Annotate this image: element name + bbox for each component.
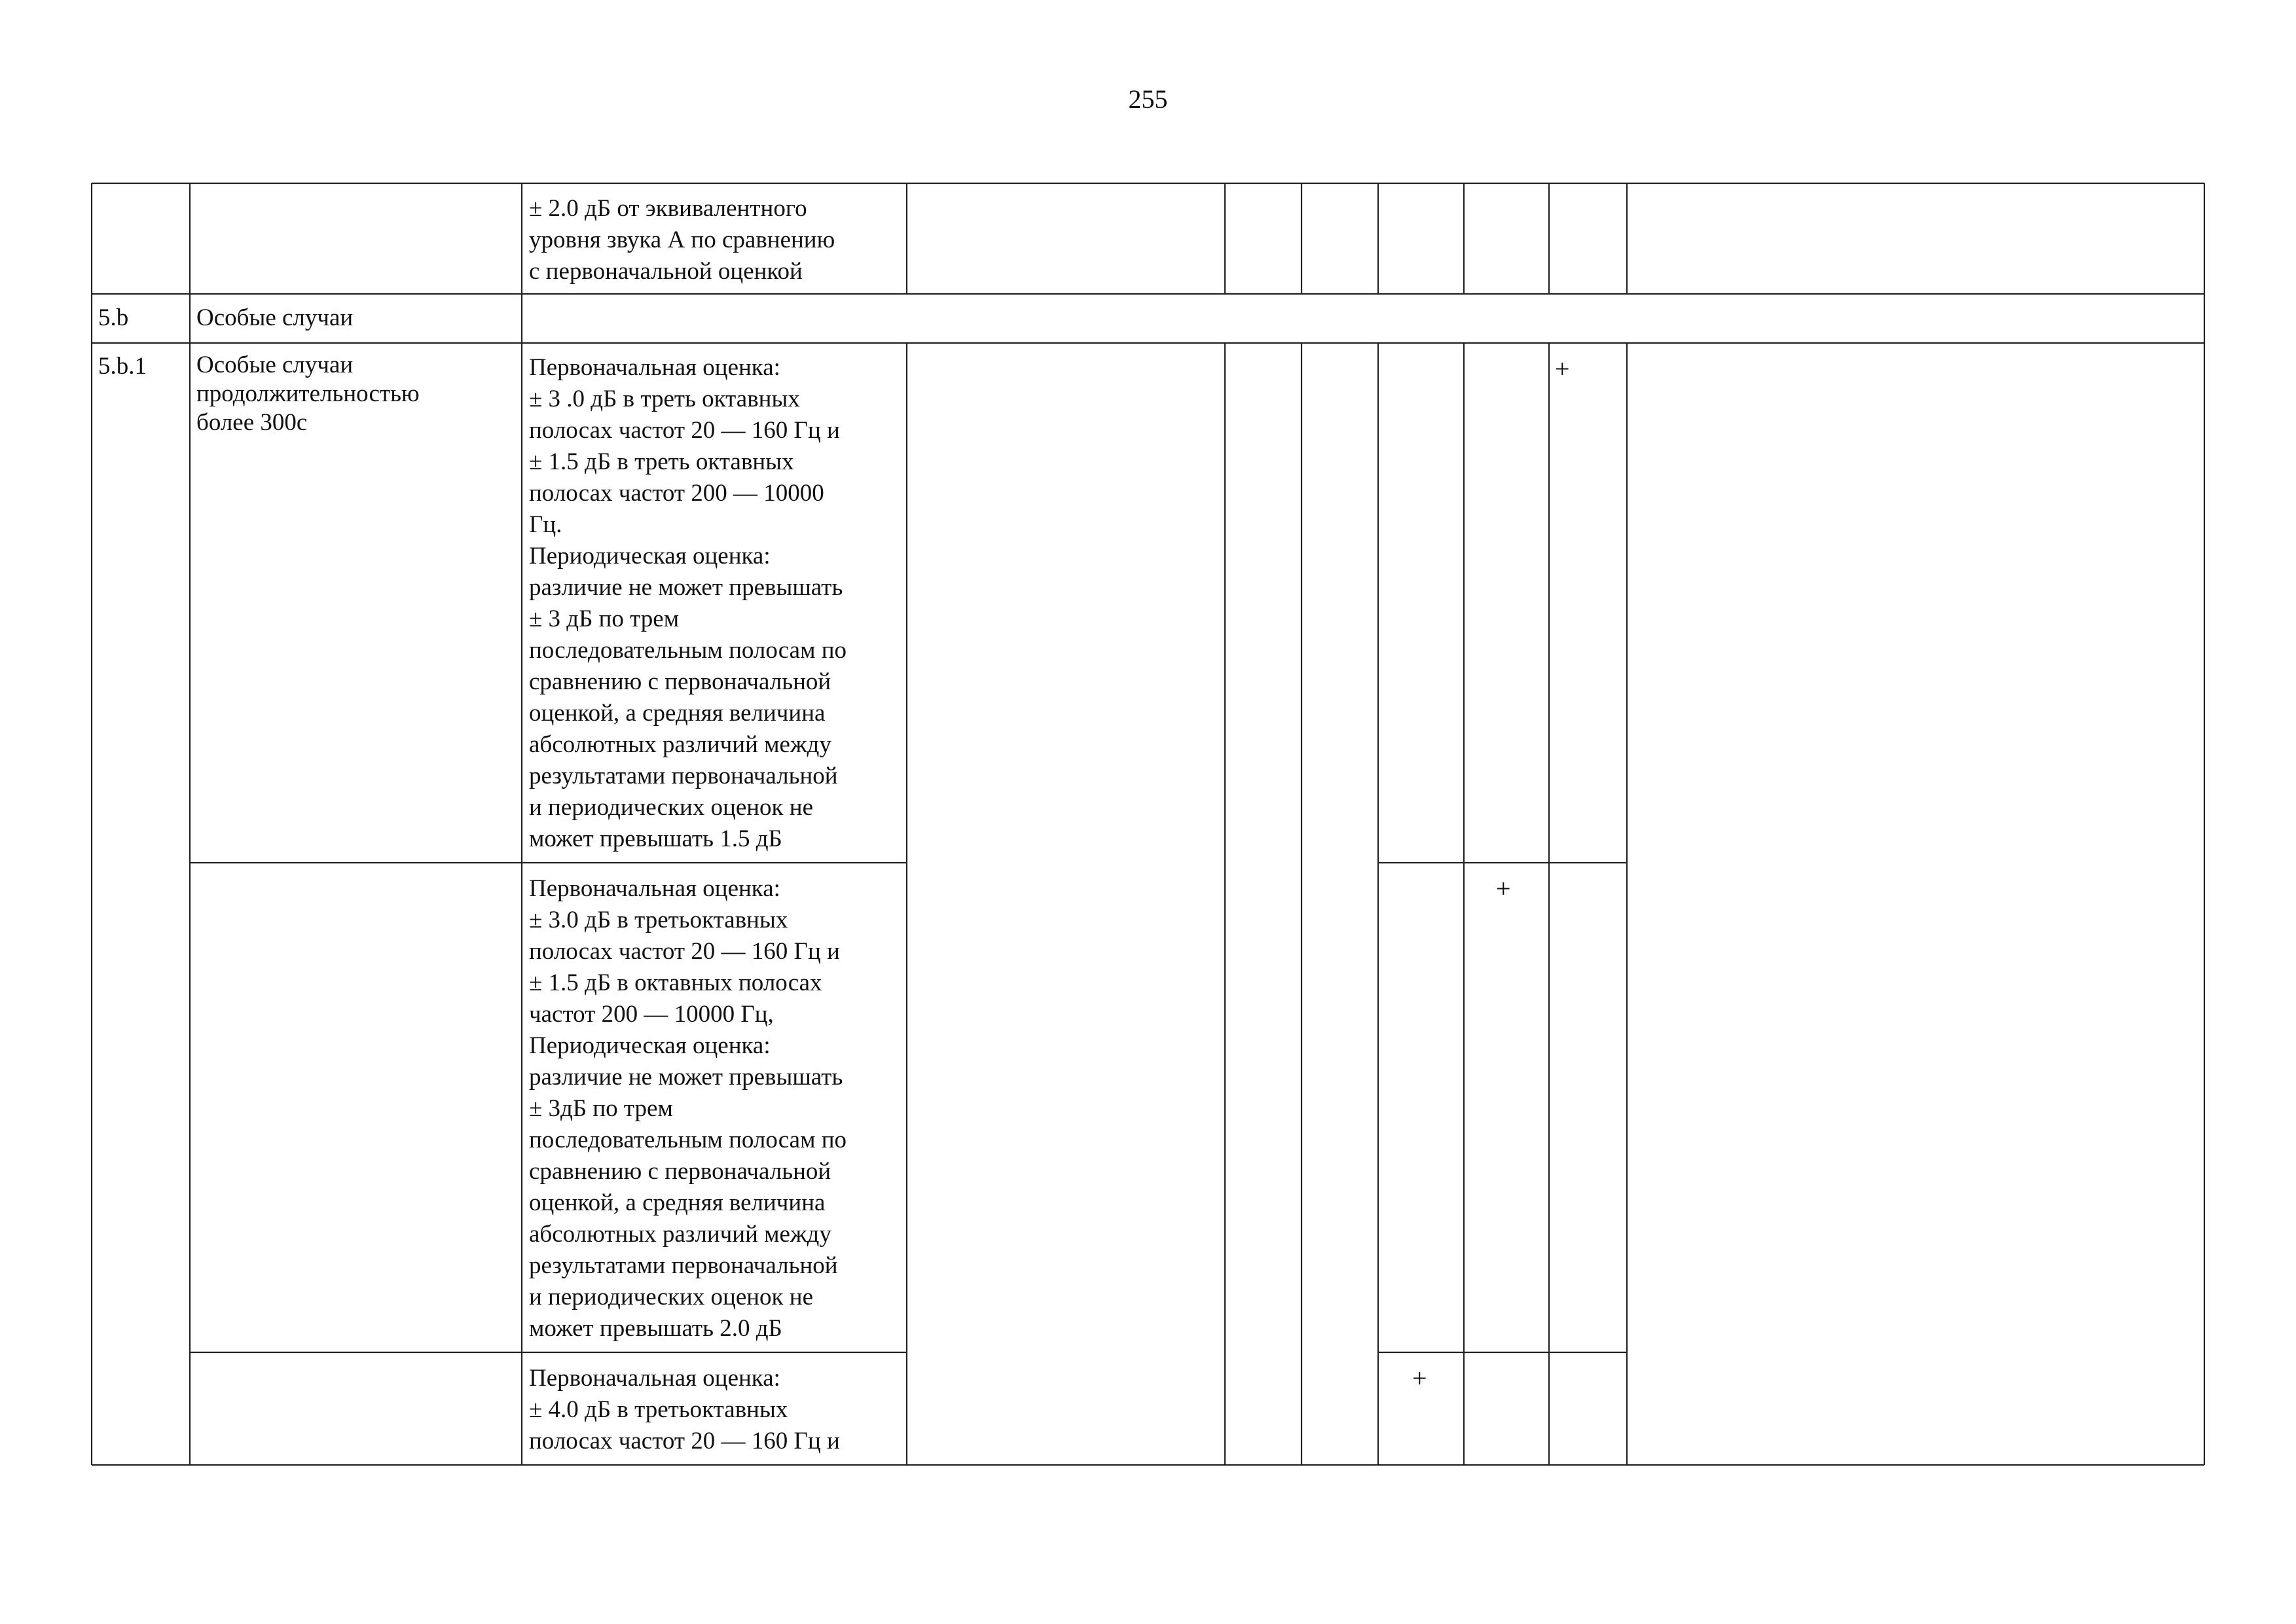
row-title-cell: Особые случаи — [196, 304, 354, 331]
row-id-cell: 5.b.1 — [98, 353, 147, 380]
plus-mark: + — [1412, 1363, 1427, 1393]
requirement-cell: Первоначальная оценка: ± 4.0 дБ в третьоктавных полосах частот 20 — 160 Гц и — [529, 1365, 840, 1454]
requirement-cell: ± 2.0 дБ от эквивалентного уровня звука А по сравнению с первоначальной оценкой — [529, 195, 835, 285]
plus-mark: + — [1496, 874, 1511, 903]
plus-mark: + — [1555, 354, 1570, 384]
requirement-cell: Первоначальная оценка: ± 3 .0 дБ в треть октавных полосах частот 20 — 160 Гц и ± 1.5 дБ в треть октавных полосах частот 200 — 10000 Гц. Периодическая оценка: различие не может превышать ± 3 дБ по трем последовательным полосам по сравнению с первоначальной оценкой, а средняя величина абсолютных различий между результатами первоначальной и периодических оценок не может превышать 1.5 дБ — [529, 354, 847, 852]
requirement-cell: Первоначальная оценка: ± 3.0 дБ в третьоктавных полосах частот 20 — 160 Гц и ± 1.5 дБ в октавных полосах частот 200 — 10000 Гц, Периодическая оценка: различие не может превышать ± 3дБ по трем последовательным полосам по сравнению с первоначальной оценкой, а средняя величина абсолютных различий между результатами первоначальной и периодических оценок не может превышать 2.0 дБ — [529, 875, 847, 1342]
row-title-cell: Особые случаи продолжительностью более 300с — [196, 352, 420, 436]
row-id-cell: 5.b — [98, 304, 129, 331]
page-number: 255 — [1128, 84, 1168, 114]
